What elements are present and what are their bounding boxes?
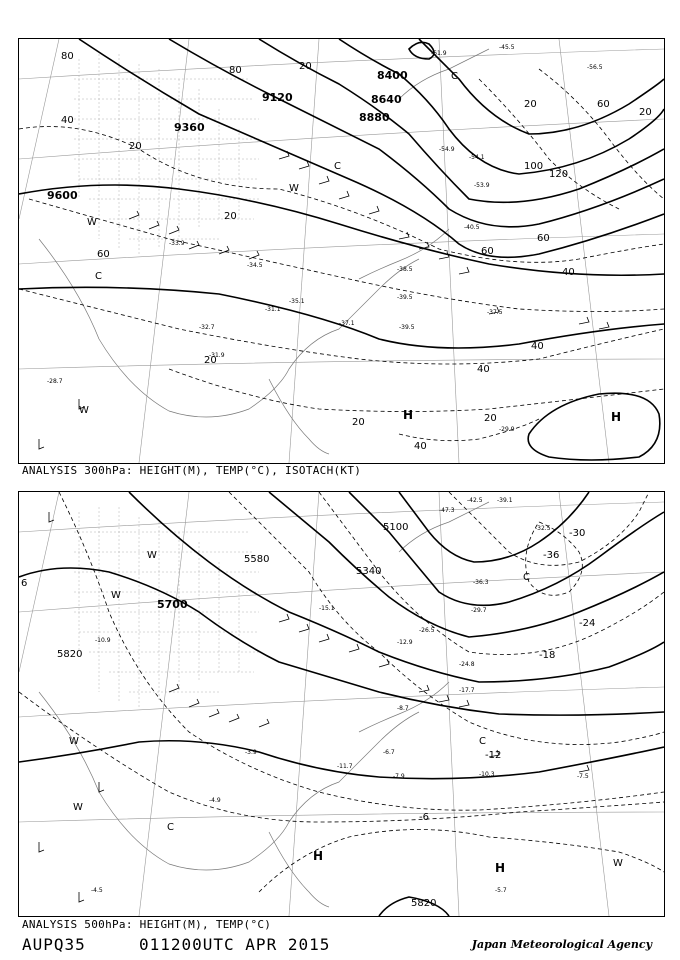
graticule	[19, 39, 664, 463]
station-temp: -36.3	[473, 579, 489, 586]
isotach-label: 120	[549, 169, 569, 180]
station-temp: -10.9	[95, 637, 111, 644]
warm-marker: W	[289, 183, 299, 194]
station-temp: -10.3	[479, 771, 495, 778]
warm-marker: W	[79, 405, 89, 416]
station-temp: -39.5	[399, 324, 415, 331]
chart-500hpa-caption: ANALYSIS 500hPa: HEIGHT(M), TEMP(°C)	[22, 918, 272, 931]
high-pressure-center: H	[611, 410, 622, 424]
station-temp: -32.5	[535, 525, 551, 532]
station-temp: -53.9	[474, 182, 490, 189]
isotherm-label: -12	[485, 750, 502, 761]
height-label: 5100	[383, 522, 409, 533]
isotach-label: 40	[61, 115, 74, 126]
station-temp: -7.5	[577, 773, 589, 780]
isotach-label: 60	[597, 99, 610, 110]
warm-marker: W	[111, 590, 121, 601]
isotherm-label: -36	[543, 550, 560, 561]
warm-marker: W	[147, 550, 157, 561]
isotach-label: 40	[414, 441, 427, 452]
isotach-label: 80	[61, 51, 74, 62]
height-label: 5700	[157, 598, 188, 611]
isotherm-label: -6	[419, 812, 429, 823]
isotach-label: 40	[477, 364, 490, 375]
station-temp: -5.7	[495, 887, 507, 894]
station-temp: -15.1	[319, 605, 335, 612]
warm-marker: W	[613, 858, 623, 869]
station-temp: -6.7	[383, 749, 395, 756]
valid-time: 011200UTC APR 2015	[138, 935, 331, 954]
height-label: 8400	[377, 69, 408, 82]
station-temp: -38.5	[397, 266, 413, 273]
station-temp: -37.5	[487, 309, 503, 316]
cold-marker: C	[479, 736, 486, 747]
height-label: 9360	[174, 121, 205, 134]
warm-marker: W	[87, 217, 97, 228]
isotherm-label: -30	[569, 528, 586, 539]
station-temp: -29.9	[499, 426, 515, 433]
isotach-label: 100	[524, 161, 544, 172]
station-temp: -35.1	[289, 298, 305, 305]
station-temp: -24.8	[459, 661, 475, 668]
station-temp: -8.7	[397, 705, 409, 712]
chart-300hpa	[18, 38, 665, 464]
height-label: 5340	[356, 566, 382, 577]
wind-barbs	[39, 151, 609, 449]
chart-300hpa-caption: ANALYSIS 300hPa: HEIGHT(M), TEMP(°C), ISOTACH(KT)	[22, 464, 362, 477]
agency-credit: Japan Meteorological Agency	[471, 938, 652, 951]
station-temp: -33.9	[169, 240, 185, 247]
isotherm-label: -24	[579, 618, 596, 629]
cold-marker: C	[451, 71, 458, 82]
station-temp: -4.9	[209, 797, 221, 804]
station-temp: -47.3	[439, 507, 455, 514]
terrain-hatch	[74, 54, 259, 254]
station-temp: -29.7	[471, 607, 487, 614]
station-temp: -7.9	[393, 773, 405, 780]
product-header	[22, 935, 330, 954]
station-temp: -4.5	[91, 887, 103, 894]
cold-marker: C	[334, 161, 341, 172]
station-temp: -56.5	[587, 64, 603, 71]
station-temp: -40.5	[464, 224, 480, 231]
station-temp: -54.9	[439, 146, 455, 153]
cold-marker: C	[523, 572, 530, 583]
product-code: AUPQ35	[22, 935, 86, 954]
isotach-label: 20	[484, 413, 497, 424]
station-temp: -3.9	[245, 749, 257, 756]
isotach-label: 60	[97, 249, 110, 260]
chart-300hpa-map	[19, 39, 664, 463]
isotherm-label: 6	[21, 578, 28, 589]
station-temp: -26.5	[419, 627, 435, 634]
high-pressure-center: H	[313, 849, 324, 863]
station-temp: -34.5	[247, 262, 263, 269]
warm-marker: W	[73, 802, 83, 813]
isotachs	[19, 69, 664, 441]
height-label: 5580	[244, 554, 270, 565]
isotach-label: 20	[639, 107, 652, 118]
isotach-label: 40	[531, 341, 544, 352]
isotach-label: 20	[204, 355, 217, 366]
cold-marker: C	[167, 822, 174, 833]
station-temp: -32.7	[199, 324, 215, 331]
isotach-label: 20	[224, 211, 237, 222]
height-contours	[19, 39, 664, 460]
high-pressure-center: H	[495, 861, 506, 875]
height-label: 5820	[57, 649, 83, 660]
station-temp: -61.9	[431, 50, 447, 57]
station-temp: -31.1	[265, 306, 281, 313]
station-temp: -42.5	[467, 497, 483, 504]
chart-500hpa-map	[19, 492, 664, 916]
isotach-label: 40	[562, 267, 575, 278]
height-label: 5820	[411, 898, 437, 909]
warm-marker: W	[69, 736, 79, 747]
isotach-label: 20	[524, 99, 537, 110]
station-temp: -17.7	[459, 687, 475, 694]
isotach-label: 20	[299, 61, 312, 72]
height-label: 9600	[47, 189, 78, 202]
chart-500hpa	[18, 491, 665, 917]
station-temp: -39.5	[397, 294, 413, 301]
isotherm-label: -18	[539, 650, 556, 661]
station-temp: -31.9	[209, 352, 225, 359]
station-temp: -39.1	[497, 497, 513, 504]
station-temp: -45.5	[499, 44, 515, 51]
isotach-label: 20	[129, 141, 142, 152]
station-temp: -54.1	[469, 154, 485, 161]
isotach-label: 20	[352, 417, 365, 428]
station-temp: -28.7	[47, 378, 63, 385]
isotach-label: 60	[481, 246, 494, 257]
height-label: 8640	[371, 93, 402, 106]
height-label: 8880	[359, 111, 390, 124]
high-pressure-center: H	[403, 408, 414, 422]
graticule	[19, 492, 664, 916]
height-contours	[19, 492, 664, 916]
isotach-label: 80	[229, 65, 242, 76]
station-temp: -37.1	[339, 320, 355, 327]
cold-marker: C	[95, 271, 102, 282]
station-temp: -11.7	[337, 763, 353, 770]
wind-barbs	[39, 512, 589, 902]
station-temp: -12.9	[397, 639, 413, 646]
height-label: 9120	[262, 91, 293, 104]
isotach-label: 60	[537, 233, 550, 244]
